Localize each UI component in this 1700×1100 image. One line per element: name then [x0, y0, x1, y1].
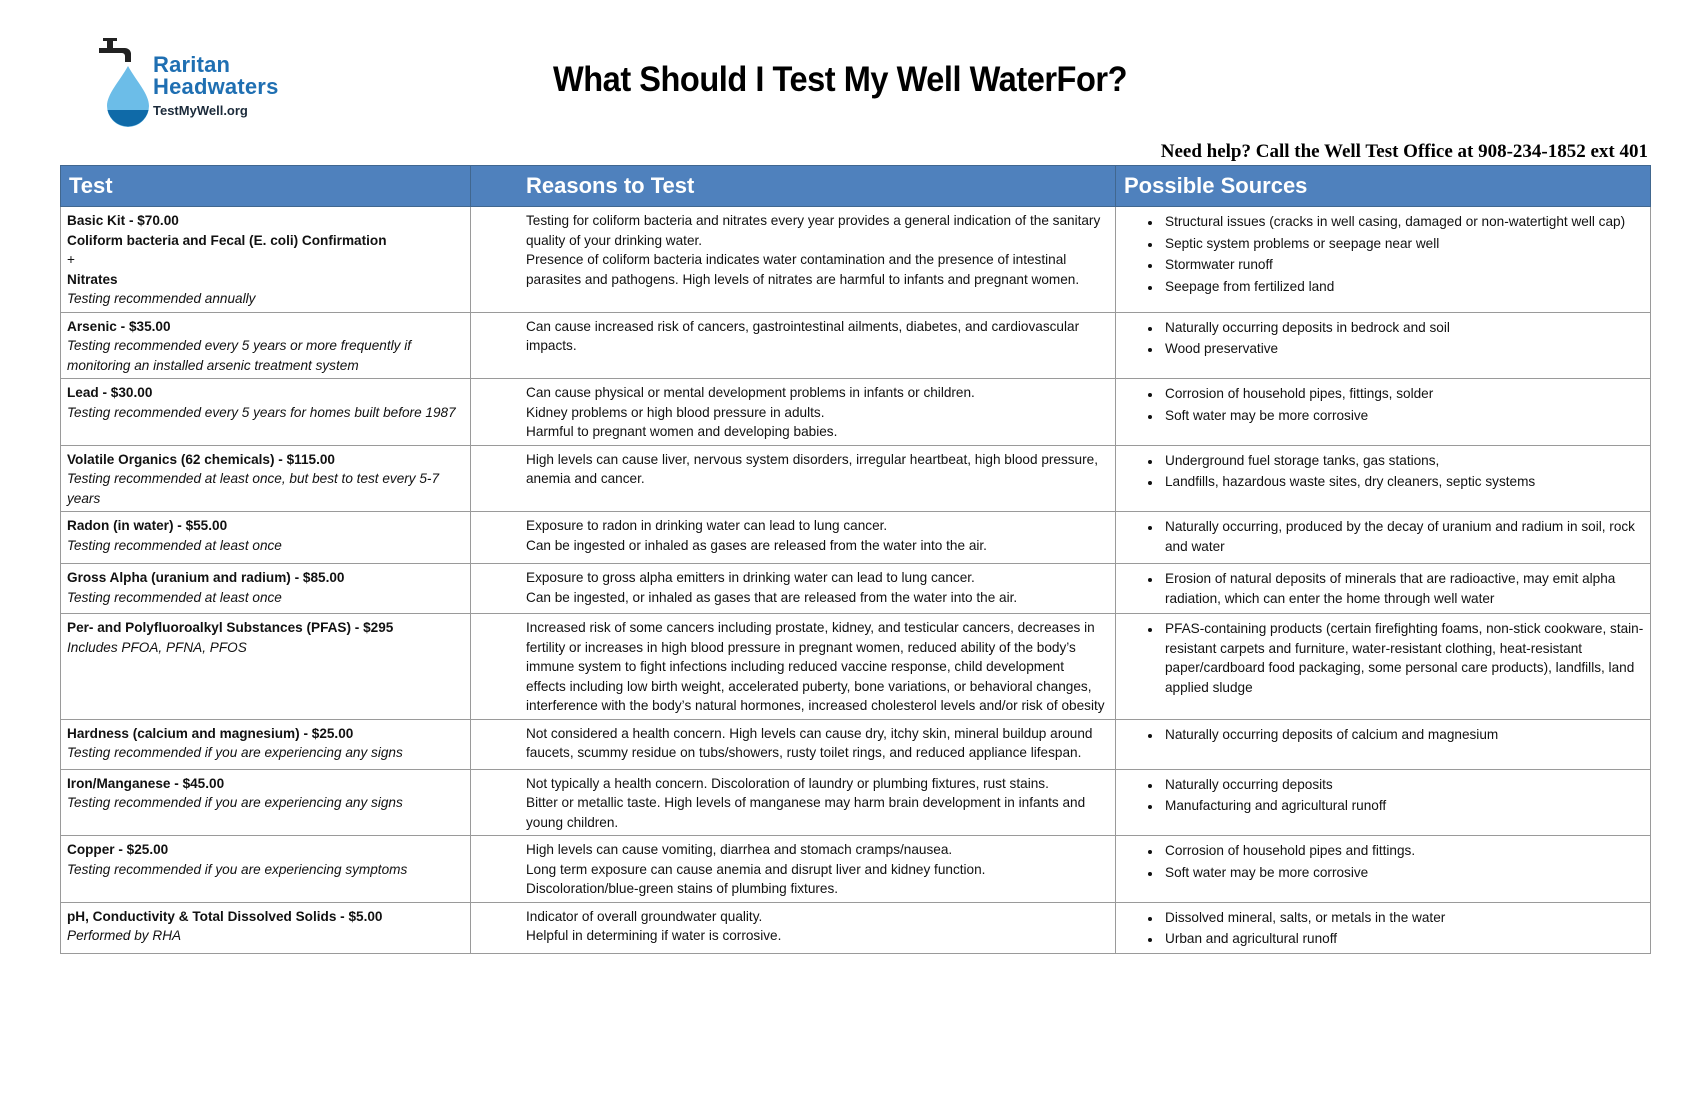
test-name: Gross Alpha (uranium and radium) - $85.00: [67, 570, 345, 585]
source-item: • Corrosion of household pipes, fittings, solder: [1162, 383, 1644, 405]
reason-text: Can cause increased risk of cancers, gastrointestinal ailments, diabetes, and cardiovascular impacts.: [526, 318, 1080, 353]
test-cell: [61, 902, 471, 953]
table-row: [61, 614, 1651, 720]
test-cell: [61, 564, 471, 614]
source-list: [1122, 618, 1644, 698]
reason-text: Not typically a health concern. Discoloration of laundry or plumbing fixtures, rust stains.: [526, 775, 1049, 791]
test-cell: [61, 719, 471, 769]
reason-text: Harmful to pregnant women and developing babies.: [526, 424, 838, 439]
source-item: • Urban and agricultural runoff: [1162, 928, 1644, 950]
test-note: Testing recommended at least once: [67, 537, 282, 553]
column-header-test: Test: [61, 166, 471, 207]
table-header-row: [61, 166, 1651, 207]
reason-cell: [471, 445, 1116, 512]
well-test-table: [60, 165, 1651, 954]
source-list: [1122, 774, 1644, 817]
source-item: • Corrosion of household pipes and fittings.: [1162, 840, 1644, 862]
reason-text: Exposure to radon in drinking water can lead to lung cancer.: [526, 518, 888, 533]
source-cell: [1116, 512, 1651, 564]
test-note: Testing recommended at least once, but best to test every 5-7 years: [67, 471, 440, 506]
faucet-drop-icon: [95, 34, 151, 134]
test-note: Testing recommended every 5 years or more frequently if monitoring an installed arsenic treatment system: [67, 338, 412, 373]
table-row: [61, 902, 1651, 953]
source-item: • Soft water may be more corrosive: [1162, 405, 1644, 427]
source-item: • Seepage from fertilized land: [1162, 276, 1644, 298]
test-cell: [61, 207, 471, 313]
reason-text: Exposure to gross alpha emitters in drinking water can lead to lung cancer.: [526, 570, 975, 585]
test-name: Radon (in water) - $55.00: [67, 518, 228, 533]
source-list: [1122, 450, 1644, 493]
test-name: Copper - $25.00: [67, 842, 169, 857]
source-cell: [1116, 769, 1651, 836]
table-row: [61, 836, 1651, 903]
test-name: pH, Conductivity & Total Dissolved Solids - $5.00: [67, 908, 383, 924]
reason-cell: [471, 512, 1116, 564]
test-name: Coliform bacteria and Fecal (E. coli) Confirmation: [67, 232, 387, 248]
source-list: [1122, 383, 1644, 426]
help-line: Need help? Call the Well Test Office at 908-234-1852 ext 401: [1160, 141, 1648, 162]
reason-cell: [471, 614, 1116, 720]
reason-text: Indicator of overall groundwater quality.: [526, 908, 763, 924]
table-row: [61, 512, 1651, 564]
reason-text: Kidney problems or high blood pressure in adults.: [526, 404, 825, 420]
reason-text: Increased risk of some cancers including prostate, kidney, and testicular cancers, decreases in fertility or increases in high blood pressure in pregnant women, reduced ability of the body’s immune system to fight infections including reduced vaccine response, child development effects including low birth weight, accelerated puberty, bone variations, or behavioral changes, interference with the body’s natural hormones, increased cholesterol levels and/or risk of obesity: [526, 620, 1105, 713]
source-item: • Stormwater runoff: [1162, 254, 1644, 276]
source-item: • Landfills, hazardous waste sites, dry cleaners, septic systems: [1162, 471, 1644, 493]
table-row: [61, 312, 1651, 379]
source-cell: [1116, 379, 1651, 446]
reason-text: Can be ingested or inhaled as gases are released from the water into the air.: [526, 537, 987, 553]
test-cell: [61, 614, 471, 720]
source-cell: [1116, 614, 1651, 720]
source-cell: [1116, 445, 1651, 512]
reason-text: Long term exposure can cause anemia and disrupt liver and kidney function.: [526, 861, 986, 877]
source-cell: [1116, 207, 1651, 313]
logo-line-2: Headwaters: [153, 74, 279, 99]
test-note: Testing recommended if you are experiencing symptoms: [67, 861, 408, 877]
reason-cell: [471, 312, 1116, 379]
test-note: Testing recommended at least once: [67, 589, 282, 605]
source-item: • Manufacturing and agricultural runoff: [1162, 795, 1644, 817]
table-row: [61, 769, 1651, 836]
test-name: Volatile Organics (62 chemicals) - $115.00: [67, 451, 335, 467]
test-note: Performed by RHA: [67, 928, 182, 943]
source-item: • Naturally occurring, produced by the decay of uranium and radium in soil, rock and water: [1162, 516, 1644, 557]
test-name: Per- and Polyfluoroalkyl Substances (PFAS) - $295: [67, 620, 394, 635]
logo-line-1: Raritan: [153, 52, 231, 77]
reason-cell: [471, 719, 1116, 769]
source-cell: [1116, 312, 1651, 379]
test-cell: [61, 445, 471, 512]
test-connector: +: [67, 252, 75, 267]
table-row: [61, 379, 1651, 446]
source-list: [1122, 840, 1644, 883]
table-row: [61, 564, 1651, 614]
column-header-reasons: Reasons to Test: [471, 166, 1116, 207]
test-cell: [61, 512, 471, 564]
test-cell: [61, 379, 471, 446]
test-note: Testing recommended annually: [67, 291, 256, 306]
test-cell: [61, 312, 471, 379]
source-list: [1122, 516, 1644, 557]
test-name: Arsenic - $35.00: [67, 318, 171, 334]
reason-text: Can be ingested, or inhaled as gases that are released from the water into the air.: [526, 589, 1018, 605]
source-item: • Erosion of natural deposits of minerals that are radioactive, may emit alpha radiation, which can enter the home through well water: [1162, 568, 1644, 609]
reason-text: Can cause physical or mental development problems in infants or children.: [526, 385, 975, 400]
source-cell: [1116, 719, 1651, 769]
source-cell: [1116, 902, 1651, 953]
page-title: What Should I Test My Well WaterFor?: [553, 60, 1127, 99]
source-item: • Naturally occurring deposits of calcium and magnesium: [1162, 724, 1644, 746]
reason-text: Testing for coliform bacteria and nitrates every year provides a general indication of the sanitary quality of your drinking water.: [526, 213, 1101, 248]
source-item: • Underground fuel storage tanks, gas stations,: [1162, 450, 1644, 472]
table-row: [61, 445, 1651, 512]
test-note: Testing recommended if you are experiencing any signs: [67, 795, 403, 810]
reason-cell: [471, 207, 1116, 313]
source-list: [1122, 568, 1644, 609]
test-cell: [61, 769, 471, 836]
test-cell: [61, 836, 471, 903]
reason-cell: [471, 836, 1116, 903]
source-list: [1122, 724, 1644, 746]
test-note: Testing recommended if you are experiencing any signs: [67, 745, 403, 760]
reason-text: Not considered a health concern. High levels can cause dry, itchy skin, mineral buildup around faucets, scummy residue on tubs/showers, rusty toilet rings, and reduced appliance lifespan.: [526, 725, 1093, 760]
test-note: Testing recommended every 5 years for homes built before 1987: [67, 404, 456, 420]
source-item: • Naturally occurring deposits: [1162, 774, 1644, 796]
reason-text: High levels can cause vomiting, diarrhea and stomach cramps/nausea.: [526, 842, 953, 857]
test-name: Hardness (calcium and magnesium) - $25.00: [67, 725, 354, 741]
source-list: [1122, 317, 1644, 360]
test-name: Lead - $30.00: [67, 385, 153, 400]
table-row: [61, 719, 1651, 769]
test-note: Includes PFOA, PFNA, PFOS: [67, 639, 247, 655]
source-item: • Dissolved mineral, salts, or metals in the water: [1162, 907, 1644, 929]
reason-text: Presence of coliform bacteria indicates water contamination and the presence of intestinal parasites and pathogens. High levels of nitrates are harmful to infants and pregnant women.: [526, 252, 1080, 287]
source-list: [1122, 211, 1644, 297]
reason-cell: [471, 379, 1116, 446]
source-item: • Wood preservative: [1162, 338, 1644, 360]
source-cell: [1116, 836, 1651, 903]
logo-line-3: TestMyWell.org: [153, 103, 248, 118]
reason-text: Discoloration/blue-green stains of plumbing fixtures.: [526, 881, 839, 896]
test-name: Nitrates: [67, 271, 118, 287]
column-header-sources: Possible Sources: [1116, 166, 1651, 207]
source-item: • Structural issues (cracks in well casing, damaged or non-watertight well cap): [1162, 211, 1644, 233]
test-name: Iron/Manganese - $45.00: [67, 775, 225, 791]
reason-text: High levels can cause liver, nervous system disorders, irregular heartbeat, high blood pressure, anemia and cancer.: [526, 451, 1098, 486]
source-list: [1122, 907, 1644, 950]
reason-cell: [471, 902, 1116, 953]
source-item: • Naturally occurring deposits in bedrock and soil: [1162, 317, 1644, 339]
source-item: • PFAS-containing products (certain firefighting foams, non-stick cookware, stain-resistant carpets and furniture, water-resistant clothing, heat-resistant paper/cardboard food packaging, some personal care products), landfills, land applied sludge: [1162, 618, 1644, 698]
reason-text: Helpful in determining if water is corrosive.: [526, 928, 782, 943]
source-cell: [1116, 564, 1651, 614]
source-item: • Soft water may be more corrosive: [1162, 862, 1644, 884]
reason-cell: [471, 769, 1116, 836]
table-row: [61, 207, 1651, 313]
reason-text: Bitter or metallic taste. High levels of manganese may harm brain development in infants and young children.: [526, 795, 1086, 830]
test-name: Basic Kit - $70.00: [67, 213, 179, 228]
source-item: • Septic system problems or seepage near well: [1162, 233, 1644, 255]
logo: [95, 34, 315, 134]
reason-cell: [471, 564, 1116, 614]
